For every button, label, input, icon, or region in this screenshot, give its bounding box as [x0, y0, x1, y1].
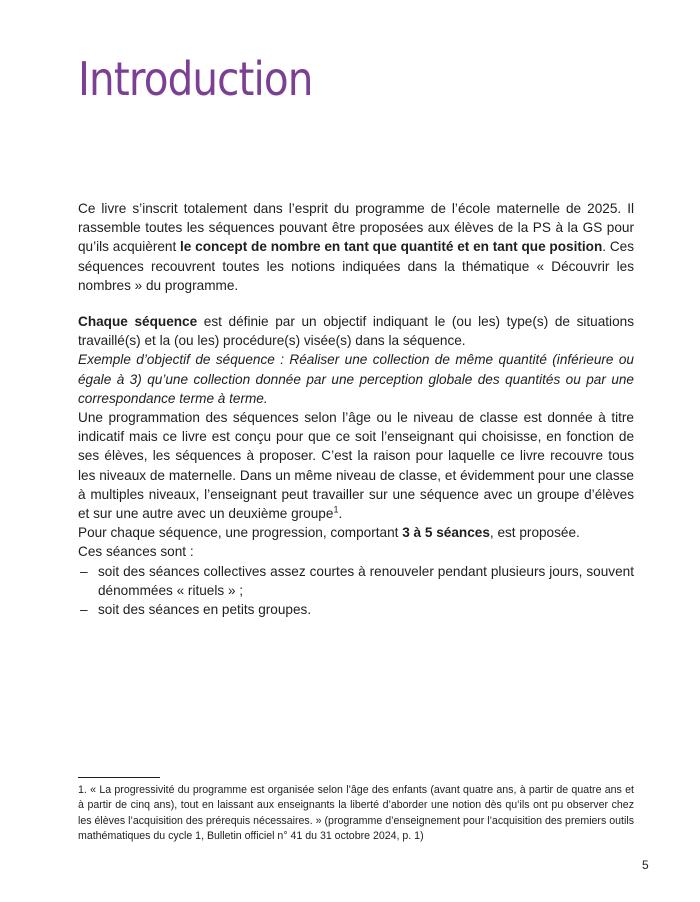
- programmation-text: Une programmation des séquences selon l’âge ou le niveau de classe est donnée à titre indicatif mais ce livre est conçu pour que ce soit l’enseignant qui choisisse, en fonction de ses élèves, les séquences à proposer. C’est la raison pour laquelle ce livre recouvre tous les niveaux de maternelle. Dans un même niveau de classe, et évidemment pour une classe à multiples niveaux, l’enseignant peut travailler sur une séquence avec un groupe d’élèves et sur une autre avec un deuxième groupe: [78, 410, 634, 522]
- footnote-rule: [78, 777, 160, 778]
- paragraph-progression: [78, 523, 634, 542]
- footnote: 1. « La progressivité du programme est organisée selon l’âge des enfants (avant quatre ans, à partir de quatre ans et à partir de cinq ans), tout en laissant aux enseignants la liberté d’aborder une notion dès qu’ils ont pu observer chez les élèves l’acquisition des prérequis nécessaires. » (programme d’enseignement pour l’acquisition des premiers outils mathématiques du cycle 1, Bulletin officiel n° 41 du 31 octobre 2024, p. 1): [78, 784, 634, 843]
- body-text: [78, 199, 634, 619]
- footnote-ref: 1: [333, 504, 339, 515]
- sequence-text: est définie par un objectif indiquant le (ou les) type(s) de situations travaillé(s) et la (ou les) procédure(s) visée(s) dans la séquence.: [78, 314, 634, 349]
- paragraph-sequence: [78, 312, 634, 350]
- paragraph-intro: [78, 199, 634, 295]
- progression-text: Pour chaque séquence, une progression, comportant: [78, 525, 403, 541]
- sequence-bold: Chaque séquence: [78, 314, 198, 330]
- intro-text-end: . Ces séquences recouvrent toutes les notions indiquées dans la thématique « Découvrir les nombres » du programme.: [78, 239, 634, 293]
- page-title: Introduction: [78, 52, 313, 106]
- programmation-end: .: [338, 506, 343, 522]
- paragraph-seances: Ces séances sont :: [78, 544, 194, 560]
- paragraph-example: Exemple d’objectif de séquence : Réaliser une collection de même quantité (inférieure ou égale à 3) qu’une collection donnée par une perception globale des quantités ou par une correspondance terme à terme.: [78, 352, 634, 406]
- progression-text-end: , est proposée.: [489, 525, 580, 541]
- page-number: 5: [642, 858, 649, 872]
- seances-list: [78, 562, 634, 620]
- list-item: – soit des séances en petits groupes.: [78, 600, 634, 619]
- list-item: – soit des séances collectives assez courtes à renouveler pendant plusieurs jours, souvent dénommées « rituels » ;: [78, 562, 634, 600]
- paragraph-programmation: [78, 408, 634, 523]
- progression-bold: 3 à 5 séances: [402, 525, 490, 541]
- intro-bold: le concept de nombre en tant que quantité et en tant que position: [180, 239, 603, 255]
- intro-text: Ce livre s’inscrit totalement dans l’esprit du programme de l’école maternelle de 2025. Il rassemble toutes les séquences pouvant être proposées aux élèves de la PS à la GS pour qu’ils acquièrent: [78, 201, 634, 255]
